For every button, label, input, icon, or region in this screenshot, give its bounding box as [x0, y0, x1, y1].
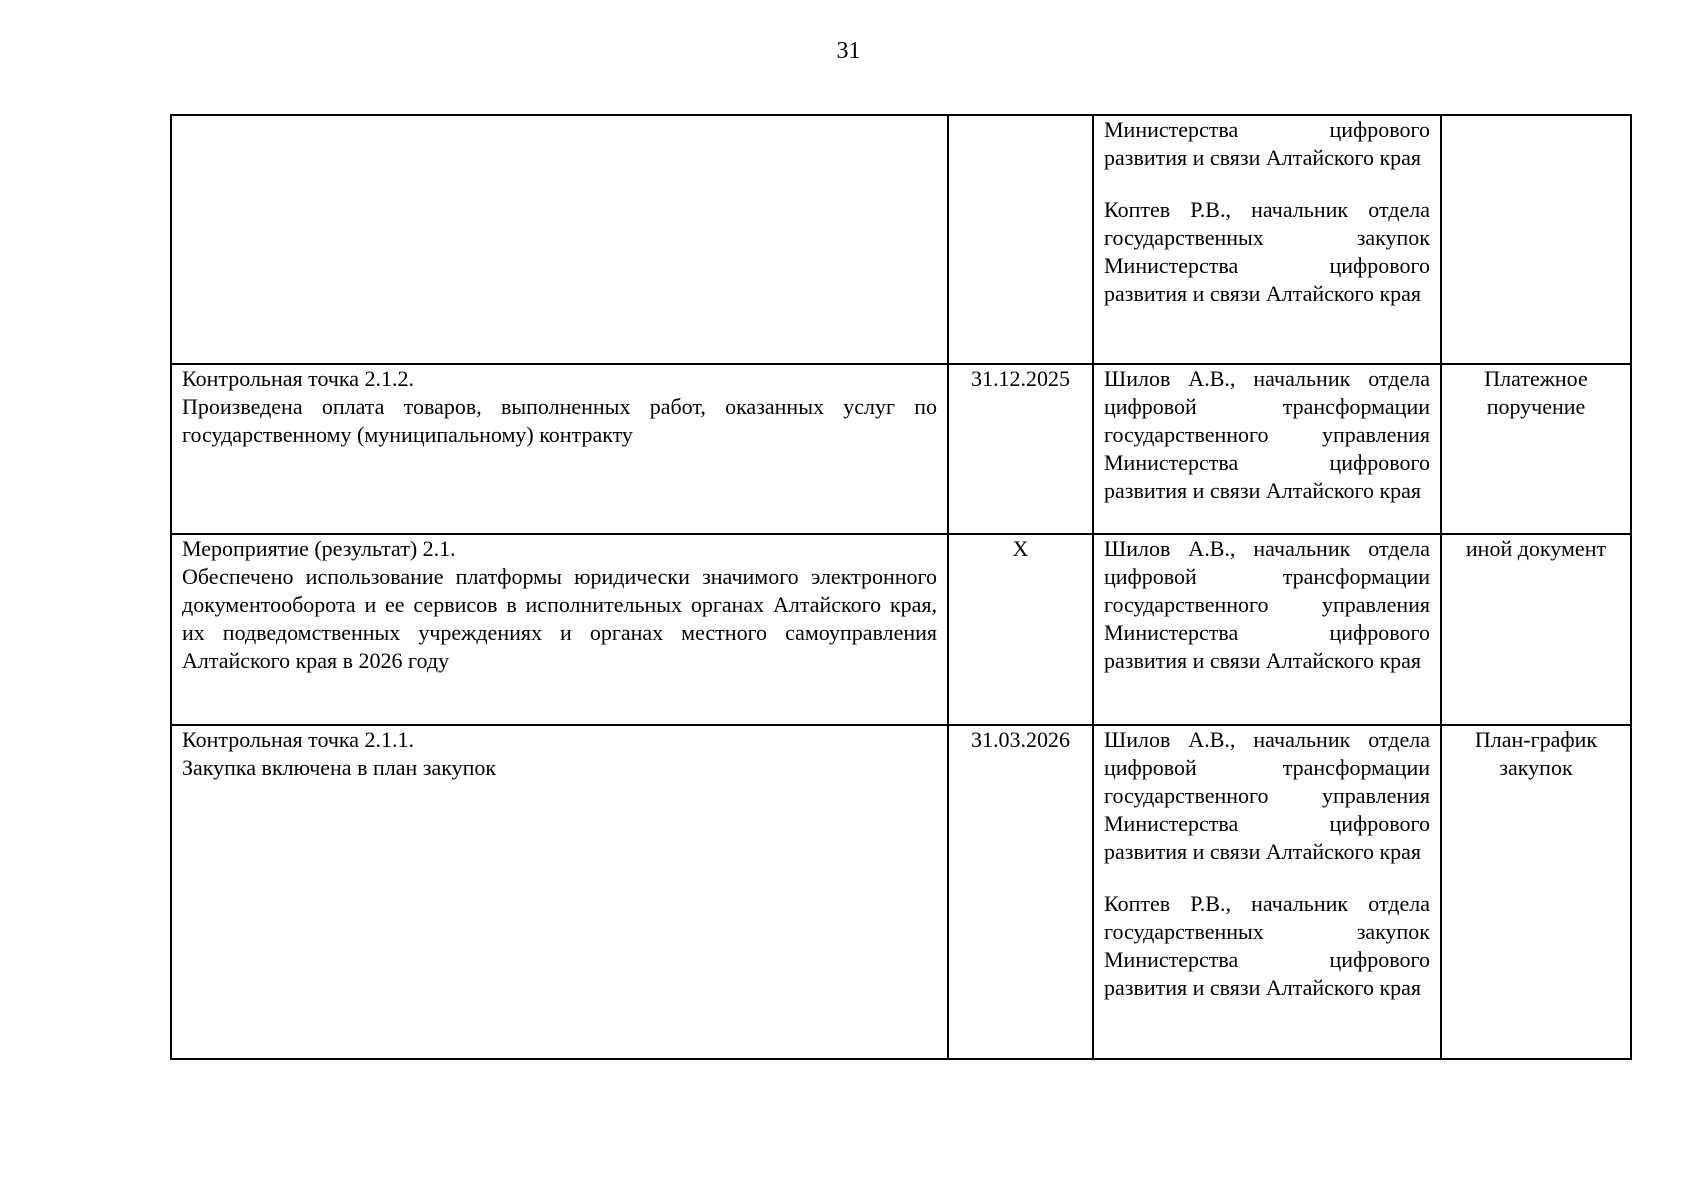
row-text: Обеспечено использование платформы юридически значимого электронного документооборота и ее сервисов в исполнительных органах Алтайского края, их подведомственных учреждениях и органах местного самоуправления Алтайского края в 2026 году — [182, 564, 937, 673]
row-text: Произведена оплата товаров, выполненных работ, оказанных услуг по государственному (муниципальному) контракту — [182, 394, 937, 447]
responsible-person: Шилов А.В., начальник отдела цифровой трансформации государственного управления Министерства цифрового развития и связи Алтайского края — [1104, 727, 1430, 864]
table-row — [171, 364, 1631, 534]
description-cell — [171, 534, 948, 725]
description-cell — [171, 364, 948, 534]
responsible-person: Шилов А.В., начальник отдела цифровой трансформации государственного управления Министерства цифрового развития и связи Алтайского края — [1104, 366, 1430, 503]
date-cell: X — [948, 534, 1093, 725]
responsible-cell — [1093, 534, 1441, 725]
row-title: Контрольная точка 2.1.2. — [182, 366, 415, 391]
responsible-person: Коптев Р.В., начальник отдела государственных закупок Министерства цифрового развития и связи Алтайского края — [1104, 891, 1430, 1000]
document-cell: Платежное поручение — [1441, 364, 1631, 534]
document-cell — [1441, 115, 1631, 364]
row-title: Мероприятие (результат) 2.1. — [182, 536, 456, 561]
table-row — [171, 534, 1631, 725]
responsible-cell — [1093, 725, 1441, 1059]
page-number: 31 — [836, 38, 861, 64]
date-cell: 31.03.2026 — [948, 725, 1093, 1059]
table-row — [171, 725, 1631, 1059]
responsible-person: Коптев Р.В., начальник отдела государственных закупок Министерства цифрового развития и связи Алтайского края — [1104, 197, 1430, 306]
document-cell: План-график закупок — [1441, 725, 1631, 1059]
responsible-cell — [1093, 115, 1441, 364]
description-cell — [171, 725, 948, 1059]
responsible-cell — [1093, 364, 1441, 534]
responsible-person: Шилов А.В., начальник отдела цифровой трансформации государственного управления Министерства цифрового развития и связи Алтайского края — [1104, 536, 1430, 673]
responsible-person: Министерства цифрового развития и связи Алтайского края — [1104, 117, 1430, 170]
date-cell: 31.12.2025 — [948, 364, 1093, 534]
document-cell: иной документ — [1441, 534, 1631, 725]
description-cell — [171, 115, 948, 364]
row-title: Контрольная точка 2.1.1. — [182, 727, 415, 752]
date-cell — [948, 115, 1093, 364]
table-row — [171, 115, 1631, 364]
row-text: Закупка включена в план закупок — [182, 755, 497, 780]
plan-table — [170, 114, 1632, 1060]
